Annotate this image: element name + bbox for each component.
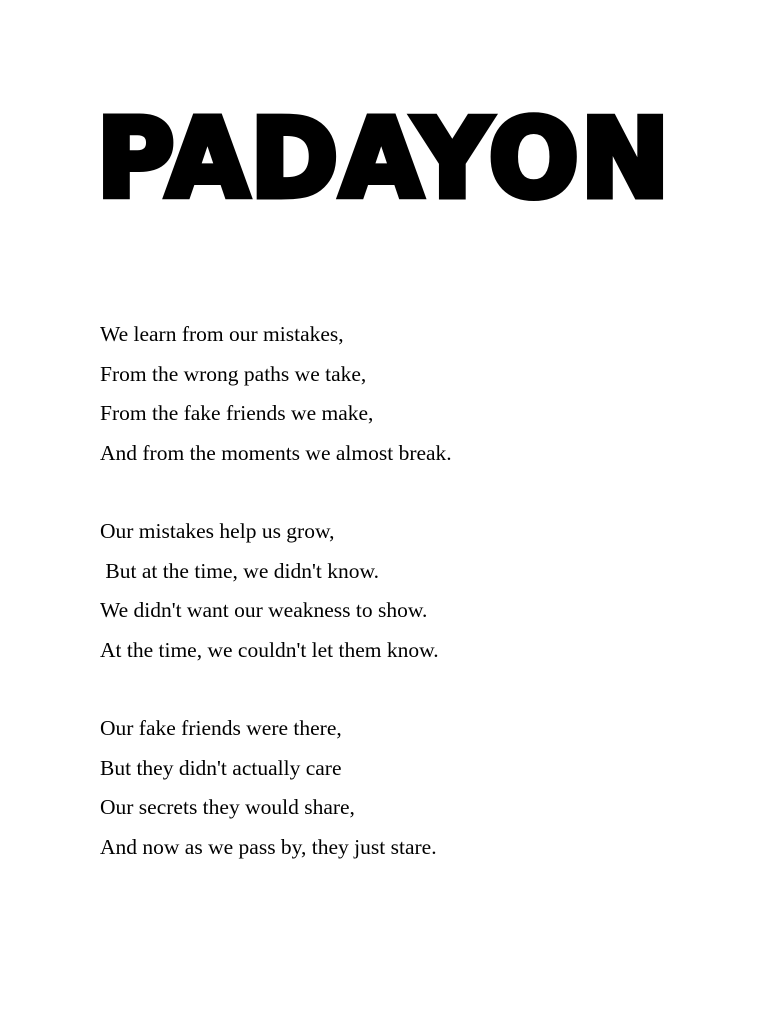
poem-line: At the time, we couldn't let them know. (100, 637, 439, 662)
poem-line: From the fake friends we make, (100, 401, 374, 425)
poem-line: And from the moments we almost break. (100, 440, 452, 465)
poem-body (100, 315, 720, 906)
poem-line: We learn from our mistakes, (100, 322, 344, 346)
stanza-1 (100, 315, 720, 473)
poem-line: But they didn't actually care (100, 755, 342, 780)
poem-line: And now as we pass by, they just stare. (100, 834, 437, 859)
poem-line: Our fake friends were there, (100, 716, 342, 740)
poem-line: We didn't want our weakness to show. (100, 598, 428, 622)
poem-line: Our mistakes help us grow, (100, 519, 335, 543)
poem-line: From the wrong paths we take, (100, 361, 367, 386)
poem-title: PADAYON (96, 97, 672, 222)
poem-line: Our secrets they would share, (100, 795, 355, 819)
stanza-3 (100, 709, 720, 867)
stanza-2 (100, 512, 720, 670)
poem-line: But at the time, we didn't know. (100, 558, 379, 583)
